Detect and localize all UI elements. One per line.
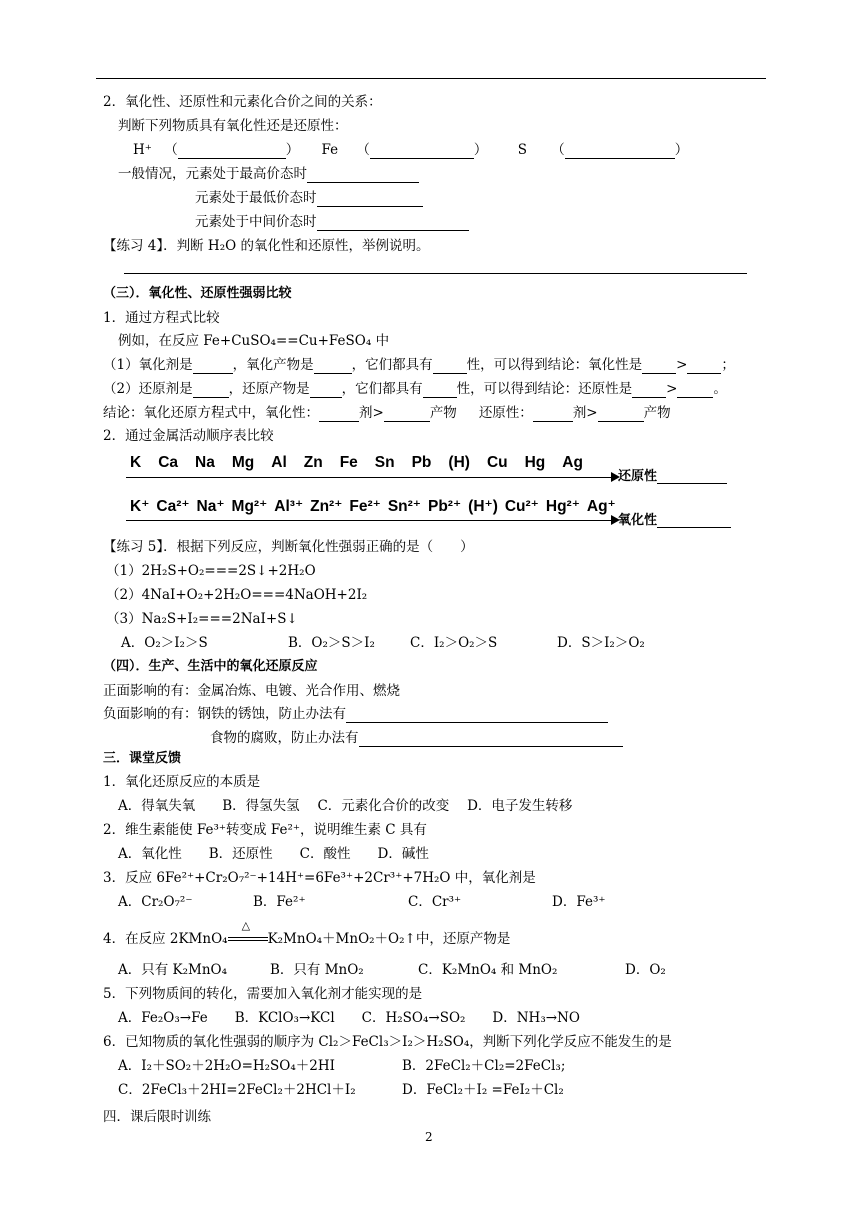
metal-item: Hg xyxy=(524,454,546,471)
answer-blank[interactable] xyxy=(310,383,342,398)
label-text: 氧化性 xyxy=(618,513,658,528)
heating-arrow xyxy=(228,918,268,947)
answer-blank[interactable] xyxy=(687,359,721,374)
text: 负面影响的有：钢铁的锈蚀，防止办法有 xyxy=(103,706,346,722)
metal-item: Sn xyxy=(374,454,395,471)
text: 食物的腐败，防止办法有 xyxy=(210,730,359,746)
q4-option-d[interactable]: D．O₂ xyxy=(625,962,666,978)
section-heading: 2．氧化性、还原性和元素化合价之间的关系： xyxy=(103,94,382,110)
metal-item: (H) xyxy=(448,454,470,471)
answer-blank[interactable] xyxy=(598,407,644,422)
answer-blank[interactable] xyxy=(193,359,233,374)
sub-heading-2: 2．通过金属活动顺序表比较 xyxy=(103,428,274,444)
text: ，它们都具有 xyxy=(351,357,433,373)
question-5: 5．下列物质间的转化，需要加入氧化剂才能实现的是 xyxy=(103,986,423,1002)
option-a[interactable]: A．O₂＞I₂＞S xyxy=(121,635,208,651)
text: 剂> xyxy=(572,405,598,421)
metal-item: Ca xyxy=(158,454,179,471)
ion-item: Pb²⁺ xyxy=(428,498,462,515)
answer-line[interactable] xyxy=(124,273,747,274)
text: 性，可以得到结论：还原性是 xyxy=(456,381,633,397)
delta-icon: △ xyxy=(241,918,251,932)
example-text: 例如，在反应 Fe+CuSO₄==Cu+FeSO₄ 中 xyxy=(118,333,390,349)
answer-blank[interactable] xyxy=(178,144,286,159)
metal-item: Fe xyxy=(339,454,358,471)
question-1: 1．氧化还原反应的本质是 xyxy=(103,774,261,790)
q6-option-a[interactable]: A．I₂＋SO₂＋2H₂O=H₂SO₄＋2HI xyxy=(118,1058,335,1074)
fill-line-1 xyxy=(103,356,735,374)
text: 。 xyxy=(713,381,727,397)
answer-blank[interactable] xyxy=(565,144,675,159)
answer-blank[interactable] xyxy=(657,513,731,528)
q3-option-a[interactable]: A．Cr₂O₇²⁻ xyxy=(118,894,193,910)
text: 产物 xyxy=(429,405,457,421)
question-5-options[interactable]: A．Fe₂O₃→Fe B．KClO₃→KCl C．H₂SO₄→SO₂ D．NH₃→NO xyxy=(118,1010,580,1026)
answer-blank[interactable] xyxy=(433,359,467,374)
q6-option-b[interactable]: B．2FeCl₂＋Cl₂=2FeCl₃; xyxy=(402,1058,566,1074)
header-rule xyxy=(96,78,766,79)
positive-effects: 正面影响的有：金属冶炼、电镀、光合作用、燃烧 xyxy=(103,683,400,699)
metal-item: Mg xyxy=(231,454,255,471)
option-b[interactable]: B．O₂＞S＞I₂ xyxy=(288,635,375,651)
ion-item: Fe²⁺ xyxy=(349,498,381,515)
text: ，它们都具有 xyxy=(341,381,423,397)
answer-blank[interactable] xyxy=(307,168,419,183)
q3-option-d[interactable]: D．Fe³⁺ xyxy=(552,894,606,910)
answer-blank[interactable] xyxy=(359,732,623,747)
text: 剂> xyxy=(359,405,384,421)
q3-option-c[interactable]: C．Cr³⁺ xyxy=(408,894,462,910)
metal-item: Na xyxy=(195,454,215,471)
exercise-4: 【练习 4】．判断 H₂O 的氧化性和还原性，举例说明。 xyxy=(103,238,430,254)
text: 性，可以得到结论：氧化性是 xyxy=(466,357,643,373)
metal-item: Cu xyxy=(486,454,508,471)
question-2-options[interactable]: A．氧化性 B．还原性 C．酸性 D．碱性 xyxy=(118,846,429,862)
conclusion-line xyxy=(103,404,671,422)
answer-blank[interactable] xyxy=(533,407,573,422)
text: ； xyxy=(721,357,735,373)
text: 4．在反应 2KMnO₄ xyxy=(103,931,228,947)
answer-blank[interactable] xyxy=(642,359,676,374)
ion-activity-series xyxy=(130,497,623,516)
ion-item: Ag⁺ xyxy=(586,498,616,515)
label-text: 还原性 xyxy=(618,469,658,484)
metal-item: Zn xyxy=(303,454,323,471)
metal-item: Ag xyxy=(562,454,583,471)
answer-blank[interactable] xyxy=(677,383,713,398)
text: （2）还原剂是 xyxy=(103,381,193,397)
reaction-1: （1）2H₂S+O₂===2S↓+2H₂O xyxy=(106,563,316,579)
answer-blank[interactable] xyxy=(657,469,727,484)
part3-heading: （三）．氧化性、还原性强弱比较 xyxy=(103,286,292,301)
arrow-line xyxy=(126,477,613,478)
question-6: 6．已知物质的氧化性强弱的顺序为 Cl₂＞FeCl₃＞I₂＞H₂SO₄，判断下列化学反应不能发生的是 xyxy=(103,1034,672,1050)
general-line xyxy=(118,165,419,183)
paren: ） xyxy=(285,142,300,158)
species-s: S xyxy=(517,142,527,158)
paren: （ xyxy=(356,142,370,158)
q4-option-c[interactable]: C．K₂MnO₄ 和 MnO₂ xyxy=(418,962,558,978)
answer-blank[interactable] xyxy=(370,144,474,159)
ion-item: K⁺ xyxy=(130,498,150,515)
species-h: H⁺ xyxy=(133,142,152,158)
arrow-line xyxy=(126,520,613,521)
prompt-text: 判断下列物质具有氧化性还是还原性： xyxy=(118,118,348,134)
ion-item: Na⁺ xyxy=(196,498,225,515)
lowest-line xyxy=(195,189,423,207)
fill-line-2 xyxy=(103,380,727,398)
ion-item: Cu²⁺ xyxy=(504,498,539,515)
answer-blank[interactable] xyxy=(317,216,469,231)
reaction-2: （2）4NaI+O₂+2H₂O===4NaOH+2I₂ xyxy=(106,587,368,603)
text: （1）氧化剂是 xyxy=(103,357,193,373)
q6-option-c[interactable]: C．2FeCl₃＋2HI=2FeCl₂＋2HCl＋I₂ xyxy=(118,1082,356,1098)
answer-blank[interactable] xyxy=(314,359,352,374)
text: K₂MnO₄＋MnO₂＋O₂↑中，还原产物是 xyxy=(267,931,511,947)
ion-item: Ca²⁺ xyxy=(156,498,190,515)
species-fe: Fe xyxy=(321,142,339,158)
reaction-3: （3）Na₂S+I₂===2NaI+S↓ xyxy=(106,611,298,627)
question-4 xyxy=(103,918,511,948)
option-d[interactable]: D．S＞I₂＞O₂ xyxy=(557,635,645,651)
paren: （ xyxy=(551,142,565,158)
paren: ） xyxy=(473,142,488,158)
part6-heading: 四．课后限时训练 xyxy=(103,1109,211,1125)
food-line xyxy=(210,729,623,747)
metal-item: Pb xyxy=(411,454,432,471)
question-2: 2．维生素能使 Fe³⁺转变成 Fe²⁺，说明维生素 C 具有 xyxy=(103,822,427,838)
text: > xyxy=(666,381,678,397)
reducing-label xyxy=(618,465,727,484)
answer-blank[interactable] xyxy=(346,708,608,723)
text: > xyxy=(676,357,688,373)
part4-heading: （四）．生产、生活中的氧化还原反应 xyxy=(103,659,318,674)
text: 还原性： xyxy=(478,405,533,421)
text: 产物 xyxy=(643,405,671,421)
species-row xyxy=(133,141,688,159)
feedback-heading: 三．课堂反馈 xyxy=(103,751,182,766)
metal-item: K xyxy=(130,454,142,471)
page-number: 2 xyxy=(425,1130,433,1144)
ion-item: Zn²⁺ xyxy=(310,498,343,515)
ion-item: Sn²⁺ xyxy=(387,498,421,515)
general-text: 一般情况，元素处于最高价态时 xyxy=(118,166,307,182)
answer-blank[interactable] xyxy=(632,383,666,398)
q3-option-b[interactable]: B．Fe²⁺ xyxy=(253,894,306,910)
metal-item: Al xyxy=(271,454,287,471)
lowest-text: 元素处于最低价态时 xyxy=(195,190,317,206)
paren: ） xyxy=(674,142,689,158)
text: ，氧化产物是 xyxy=(232,357,314,373)
text: 结论：氧化还原方程式中，氧化性： xyxy=(103,405,319,421)
text: ，还原产物是 xyxy=(228,381,310,397)
question-1-options[interactable]: A．得氧失氧 B．得氢失氢 C．元素化合价的改变 D．电子发生转移 xyxy=(118,798,573,814)
equals-sign xyxy=(228,937,268,941)
answer-blank[interactable] xyxy=(319,407,359,422)
answer-blank[interactable] xyxy=(384,407,430,422)
middle-text: 元素处于中间价态时 xyxy=(195,214,317,230)
ion-item: Al³⁺ xyxy=(274,498,304,515)
question-3: 3．反应 6Fe²⁺+Cr₂O₇²⁻+14H⁺=6Fe³⁺+2Cr³⁺+7H₂O 中，氧化剂是 xyxy=(103,870,536,886)
answer-blank[interactable] xyxy=(193,383,229,398)
answer-blank[interactable] xyxy=(317,192,423,207)
middle-line xyxy=(195,213,469,231)
ion-item: Hg²⁺ xyxy=(545,498,580,515)
ion-item: (H⁺) xyxy=(468,498,498,515)
oxidizing-label xyxy=(618,509,731,528)
q4-option-a[interactable]: A．只有 K₂MnO₄ xyxy=(118,962,228,978)
metal-activity-series xyxy=(130,454,600,472)
negative-effects-line xyxy=(103,705,608,723)
ion-item: Mg²⁺ xyxy=(231,498,268,515)
sub-heading-1: 1．通过方程式比较 xyxy=(103,310,220,326)
option-c[interactable]: C．I₂＞O₂＞S xyxy=(410,635,498,651)
q4-option-b[interactable]: B．只有 MnO₂ xyxy=(270,962,364,978)
answer-blank[interactable] xyxy=(423,383,457,398)
exercise-5-title: 【练习 5】．根据下列反应，判断氧化性强弱正确的是（ ） xyxy=(103,539,474,555)
paren: （ xyxy=(164,142,178,158)
q6-option-d[interactable]: D．FeCl₂＋I₂ =FeI₂＋Cl₂ xyxy=(402,1082,564,1098)
